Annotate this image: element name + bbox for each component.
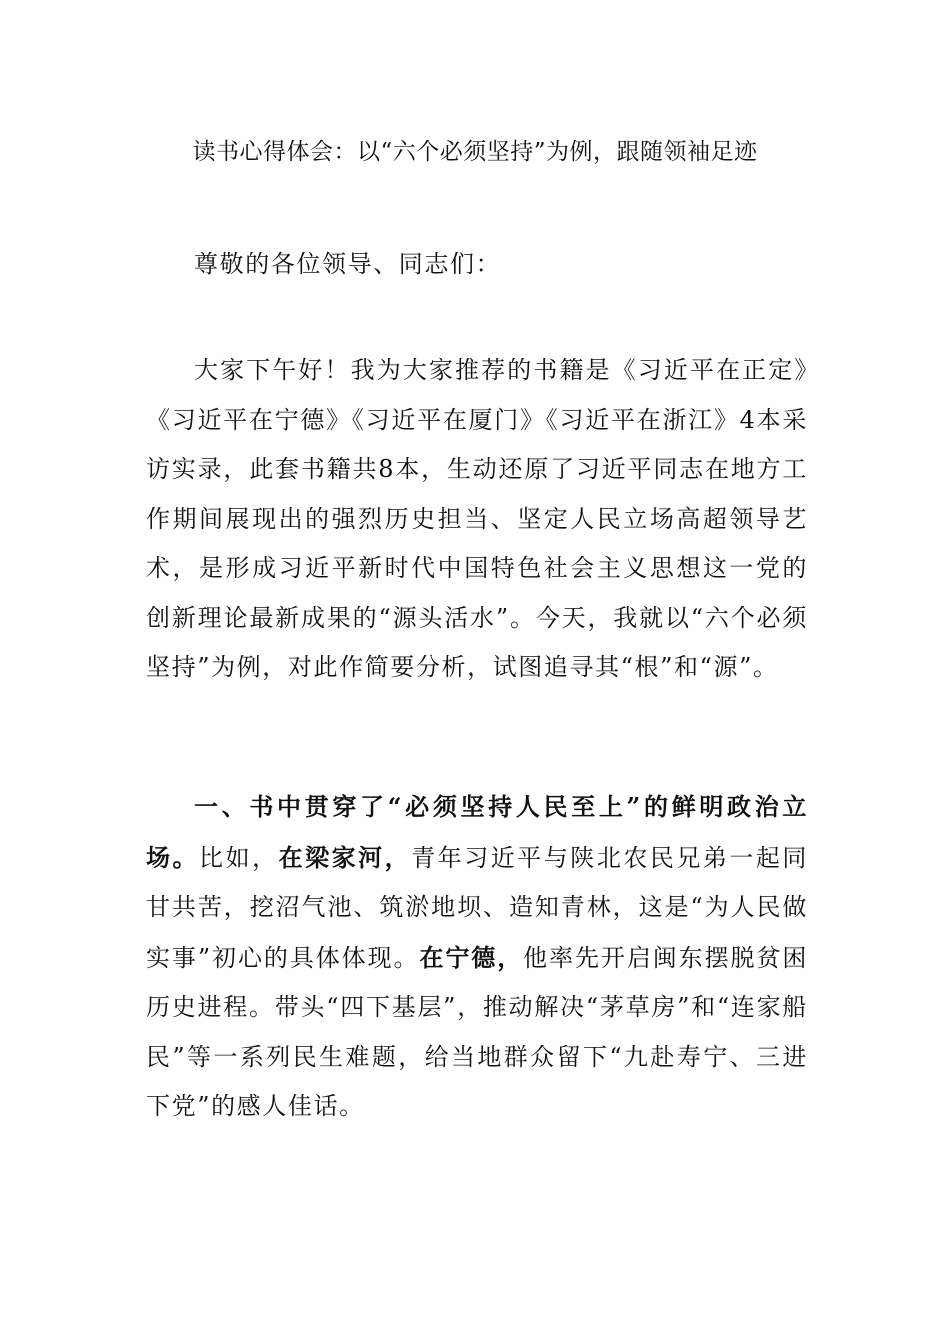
section-one-heading: 一、书中贯穿了“必须坚持人民至上”的鲜明政治立场。: [146, 792, 808, 872]
section-one-lead: 比如，: [199, 843, 279, 872]
salutation: 尊敬的各位领导、同志们：: [194, 250, 502, 278]
intro-paragraph: 大家下午好！我为大家推荐的书籍是《习近平在正定》《习近平在宁德》《习近平在厦门》《习近平在浙江》4本采访实录，此套书籍共8本，生动还原了习近平同志在地方工作期间展现出的强烈历史担当、坚定人民立场高超领导艺术，是形成习近平新时代中国特色社会主义思想这一党的创新理论最新成果的“源头活水”。今天，我就以“六个必须坚持”为例，对此作简要分析，试图追寻其“根”和“源”。: [146, 356, 808, 681]
section-one-text-2: 他率先开启闽东摆脱贫困历史进程。带头“四下基层”，推动解决“茅草房”和“连家船民”等一系列民生难题，给当地群众留下“九赴寿宁、三进下党”的感人佳话。: [146, 943, 808, 1120]
place-liangjiahe: 在梁家河，: [278, 842, 412, 872]
section-one-text-1: 青年习近平与陕北农民兄弟一起同甘共苦，挖沼气池、筑淤地坝、造知青林，这是“为人民做实事”初心的具体体现。: [146, 843, 809, 972]
document-title: 读书心得体会：以“六个必须坚持”为例，跟随领袖足迹: [192, 139, 758, 165]
place-ningde: 在宁德，: [419, 942, 524, 972]
section-one-paragraph: [146, 782, 808, 1132]
